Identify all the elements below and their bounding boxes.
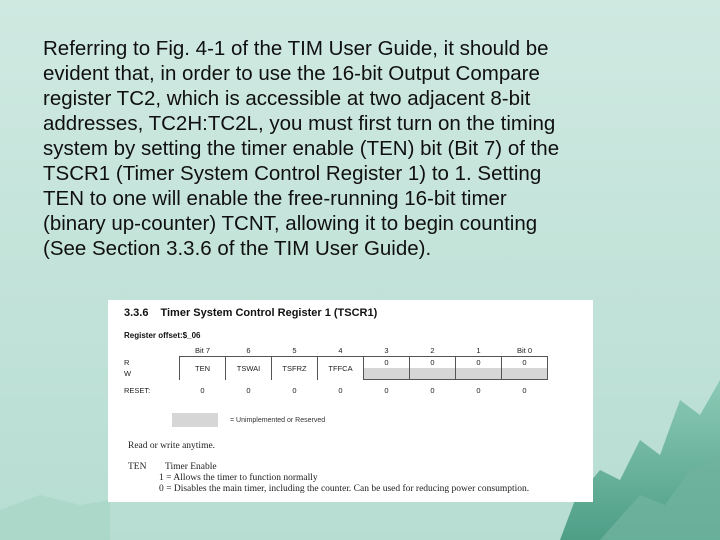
field-ten: TEN: [180, 357, 226, 380]
figure-title: [124, 307, 377, 319]
field-desc-disable: 0 = Disables the main timer, including the counter. Can be used for reducing power consumption.: [159, 484, 530, 494]
read-label: R: [124, 357, 130, 367]
reset-value: 0: [338, 386, 343, 395]
unimplemented-read-value: 0: [410, 357, 456, 369]
access-note: Read or write anytime.: [128, 441, 216, 451]
bit-header: 5: [272, 345, 318, 357]
field-title: Timer Enable: [165, 462, 217, 472]
field-description: [128, 441, 529, 495]
bit-header: 3: [364, 345, 410, 357]
unimplemented-write-cell: [410, 368, 456, 380]
field-row: [128, 462, 529, 473]
write-label: W: [124, 369, 132, 379]
reset-value: 0: [292, 386, 297, 395]
field-desc-enable: 1 = Allows the timer to function normally: [159, 473, 318, 483]
unimplemented-write-cell: [456, 368, 502, 380]
field-tswai: TSWAI: [226, 357, 272, 380]
bit-header: Bit 7: [180, 345, 226, 357]
unimplemented-read-value: 0: [456, 357, 502, 369]
unimplemented-read-value: 0: [502, 357, 548, 369]
register-bit-table: [124, 345, 548, 396]
reset-value: 0: [384, 386, 389, 395]
field-tffca: TFFCA: [318, 357, 364, 380]
reset-value: 0: [246, 386, 251, 395]
unimplemented-swatch: [172, 413, 218, 427]
bit-header: 6: [226, 345, 272, 357]
bit-header: 4: [318, 345, 364, 357]
read-row: [124, 357, 548, 369]
field-tsfrz: TSFRZ: [272, 357, 318, 380]
reset-label: RESET:: [124, 386, 151, 395]
legend: [172, 413, 325, 427]
reset-value: 0: [522, 386, 527, 395]
register-title: Timer System Control Register 1 (TSCR1): [160, 307, 378, 319]
bit-header: 2: [410, 345, 456, 357]
unimplemented-read-value: 0: [364, 357, 410, 369]
bit-header: 1: [456, 345, 502, 357]
legend-text: = Unimplemented or Reserved: [230, 416, 326, 424]
reset-value: 0: [476, 386, 481, 395]
register-offset: Register offset:$_06: [124, 331, 201, 340]
register-figure: [108, 300, 593, 502]
reset-row: [124, 385, 548, 396]
bit-header: Bit 0: [502, 345, 548, 357]
bit-header-row: [124, 345, 548, 357]
field-name: TEN: [128, 462, 147, 472]
reset-value: 0: [200, 386, 205, 395]
unimplemented-write-cell: [364, 368, 410, 380]
slide-body-text: Referring to Fig. 4-1 of the TIM User Guide, it should be evident that, in order to use the 16-bit Output Compare register TC2, which is accessible at two adjacent 8-bit addresses, TC2H:TC2L, you must first turn on the timing system by setting the timer enable (TEN) bit (Bit 7) of the TSCR1 (Timer System Control Register 1) to 1. Setting TEN to one will enable the free-running 16-bit timer (binary up-counter) TCNT, allowing it to begin counting (See Section 3.3.6 of the TIM User Guide).: [43, 37, 560, 260]
reset-value: 0: [430, 386, 435, 395]
section-number: 3.3.6: [124, 307, 149, 319]
unimplemented-write-cell: [502, 368, 548, 380]
